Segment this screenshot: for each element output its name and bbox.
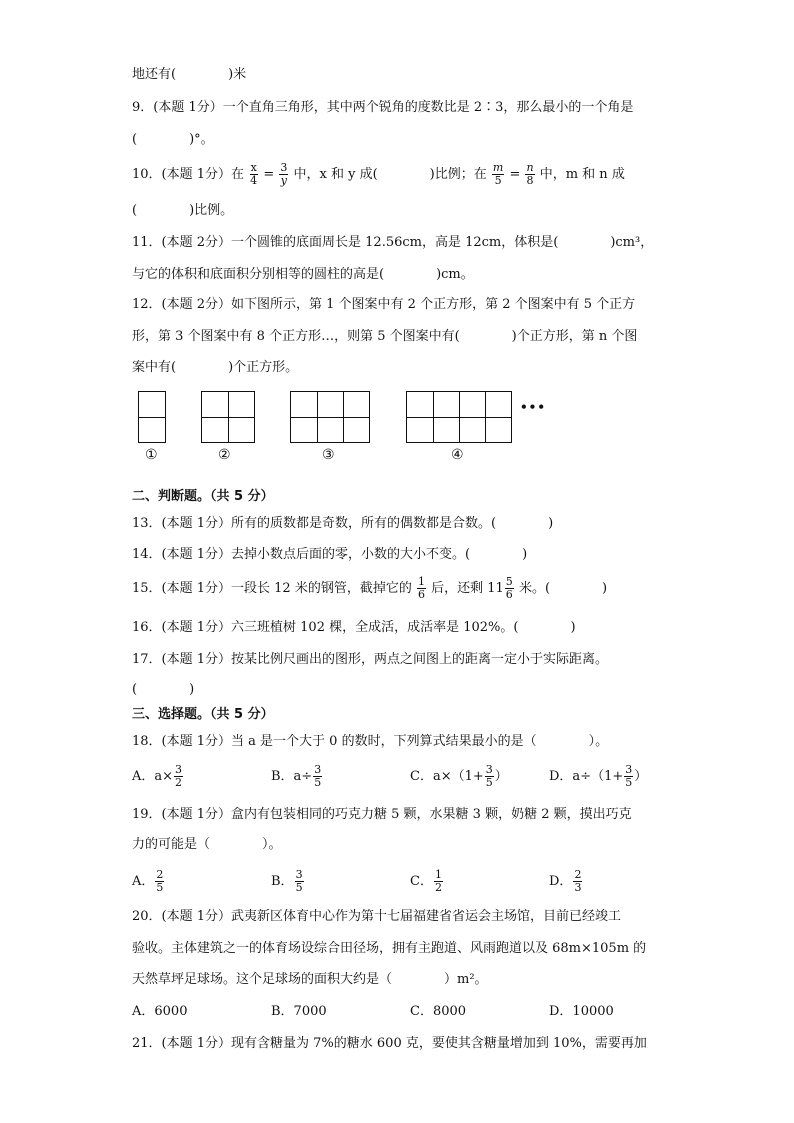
question-18: 18．(本题 1分）当 a 是一个大于 0 的数时，下列算式结果最小的是（ ）。 (132, 734, 609, 749)
option-d: D．10000 (549, 1004, 614, 1019)
question-17-cont: ( ) (132, 682, 195, 697)
pattern-label: ④ (451, 447, 464, 463)
fraction: $\frac{3}{y}$ (280, 161, 288, 187)
pattern-label: ③ (322, 447, 335, 463)
option-a: A．a× $\frac{3}{2}$ (132, 763, 183, 789)
question-19-cont: 力的可能是（ ）。 (132, 837, 282, 852)
option-b: B． $\frac{3}{5}$ (271, 868, 303, 894)
question-10: 10．(本题 1分）在 $\frac{x}{4}$ = $\frac{3}{y}$ 中，x 和 y 成( )比例；在 $\frac{m}{5}$ = $\frac{n}{8}$ 中，m 和 n 成 (132, 161, 625, 187)
text-line: 地还有( )米 (132, 67, 247, 82)
question-12-cont: 形，第 3 个图案中有 8 个正方形…，则第 5 个图案中有( )个正方形，第 n 个图 (132, 329, 638, 344)
pattern-3 (290, 391, 370, 443)
section-heading: 三、选择题。（共 5 分） (132, 707, 274, 722)
option-a: A． $\frac{2}{5}$ (132, 868, 164, 894)
question-20-cont: 验收。主体建筑之一的体育场设综合田径场，拥有主跑道、风雨跑道以及 68m×105m 的 (132, 941, 647, 956)
question-11-cont: 与它的体积和底面积分别相等的圆柱的高是( )cm。 (132, 267, 474, 282)
question-16: 16．(本题 1分）六三班植树 102 棵，全成活，成活率是 102%。( ) (132, 620, 576, 635)
question-12: 12．(本题 2分）如下图所示，第 1 个图案中有 2 个正方形，第 2 个图案中有 5 个正方 (132, 297, 636, 312)
question-21: 21．(本题 1分）现有含糖量为 7%的糖水 600 克，要使其含糖量增加到 10%，需要再加 (132, 1036, 647, 1051)
question-20-cont: 天然草坪足球场。这个足球场的面积大约是（ ）m²。 (132, 972, 488, 987)
fraction: $\frac{n}{8}$ (526, 161, 534, 187)
option-c: C． $\frac{1}{2}$ (410, 868, 442, 894)
option-a: A．6000 (132, 1004, 188, 1019)
ellipsis: ••• (520, 400, 547, 414)
question-20: 20．(本题 1分）武夷新区体育中心作为第十七届福建省省运会主场馆，目前已经竣工 (132, 909, 622, 924)
pattern-4 (406, 391, 512, 443)
fraction: $\frac{x}{4}$ (250, 161, 258, 187)
option-b: B．7000 (271, 1004, 327, 1019)
question-13: 13．(本题 1分）所有的质数都是奇数，所有的偶数都是合数。( ) (132, 516, 554, 531)
fraction: $\frac{m}{5}$ (492, 161, 504, 187)
option-d: D． $\frac{2}{3}$ (549, 868, 582, 894)
pattern-label: ② (218, 447, 231, 463)
question-9: 9．(本题 1分）一个直角三角形，其中两个锐角的度数比是 2∶3，那么最小的一个角是 (132, 100, 634, 115)
question-17: 17．(本题 1分）按某比例尺画出的图形，两点之间图上的距离一定小于实际距离。 (132, 652, 609, 667)
pattern-label: ① (145, 447, 158, 463)
option-c: C．8000 (410, 1004, 467, 1019)
question-15: 15．(本题 1分）一段长 12 米的钢管，截掉它的 $\frac{1}{6}$ 后，还剩 11 $\frac{5}{6}$ 米。( ) (132, 575, 608, 601)
section-heading: 二、判断题。（共 5 分） (132, 489, 274, 504)
question-19: 19．(本题 1分）盒内有包装相同的巧克力糖 5 颗，水果糖 3 颗，奶糖 2 颗，摸出巧克 (132, 807, 632, 822)
question-12-cont: 案中有( )个正方形。 (132, 360, 299, 375)
option-c: C．a×（1+ $\frac{3}{5}$ ） (410, 763, 508, 789)
pattern-1 (138, 391, 166, 443)
question-14: 14．(本题 1分）去掉小数点后面的零，小数的大小不变。( ) (132, 547, 528, 562)
option-d: D．a÷（1+ $\frac{3}{5}$ ） (549, 763, 648, 789)
option-b: B．a÷ $\frac{3}{5}$ (271, 763, 322, 789)
fraction: $\frac{5}{6}$ (505, 575, 513, 601)
question-9-cont: ( )°。 (132, 132, 214, 147)
question-11: 11．(本题 2分）一个圆锥的底面周长是 12.56cm，高是 12cm，体积是( )cm³， (132, 235, 654, 250)
question-10-cont: ( )比例。 (132, 203, 234, 218)
pattern-2 (201, 391, 255, 443)
fraction: $\frac{1}{6}$ (417, 575, 425, 601)
